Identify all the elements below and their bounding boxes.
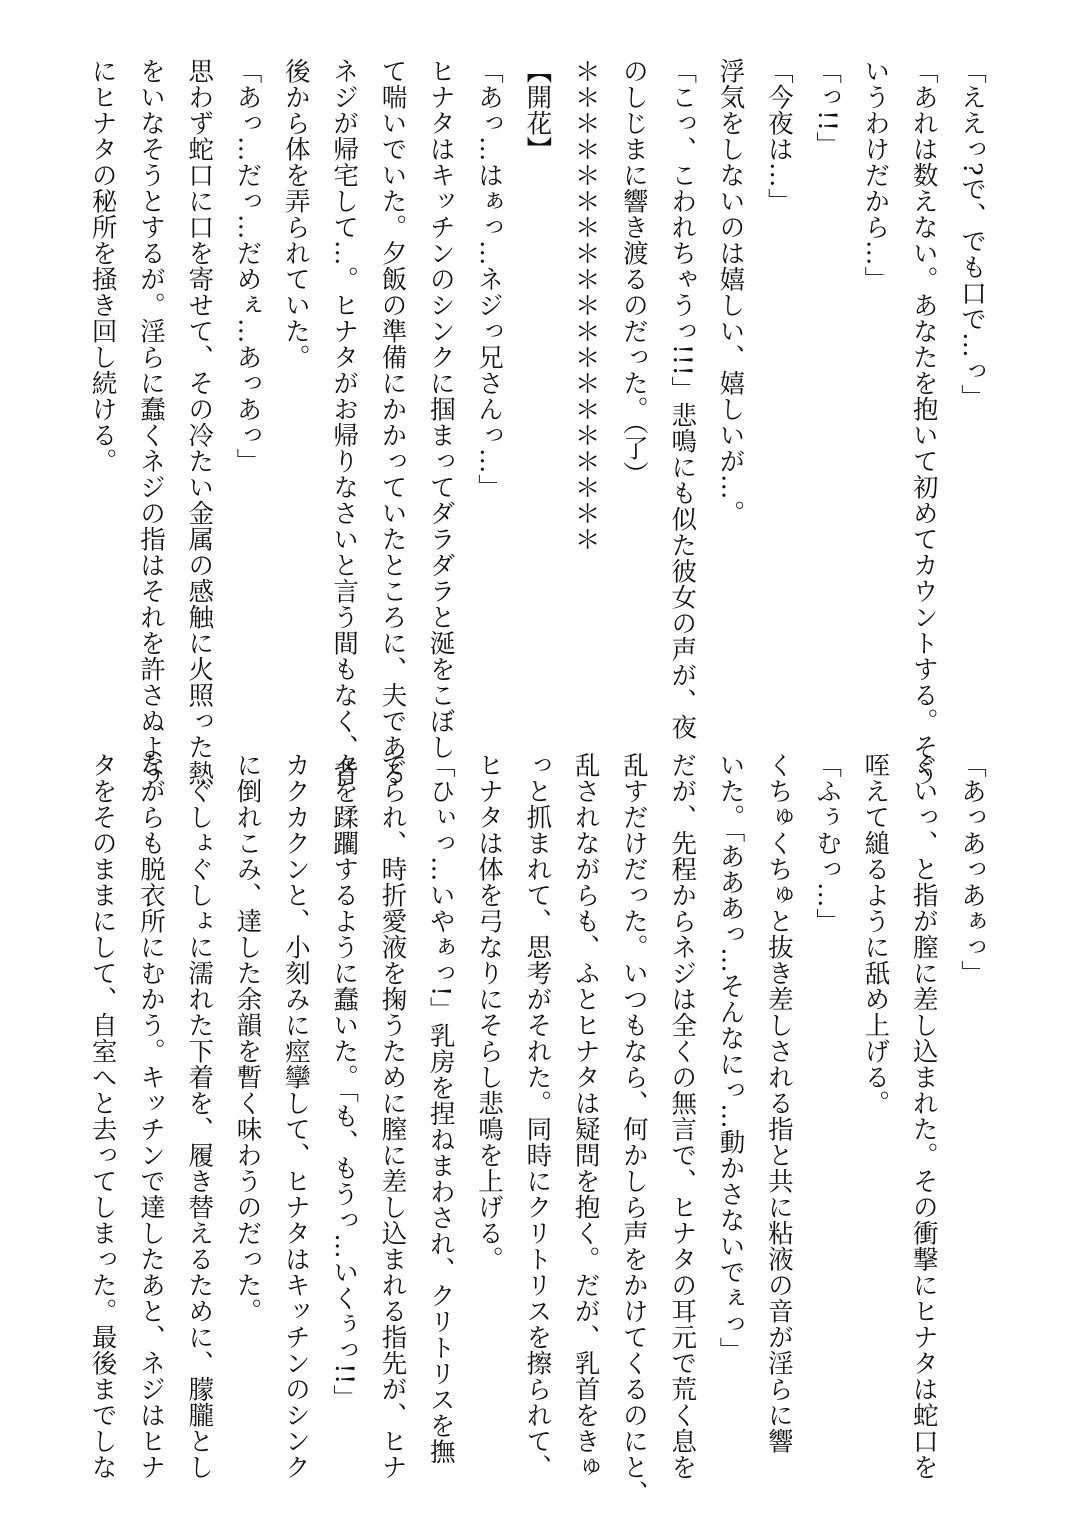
text-column: っと抓まれて、思考がそれた。同時にクリトリスを擦られて、 (522, 752, 553, 1480)
text-column: でられ、時折愛液を掬うために膣に差し込まれる指先が、ヒナ (377, 752, 408, 1480)
text-column: ヒナタはキッチンのシンクに掴まってダラダラと涎をこぼし (425, 58, 456, 760)
text-column: て喘いでいた。夕飯の準備にかかっていたところに、夫である (377, 58, 408, 786)
text-column: ＊＊＊＊＊＊＊＊＊＊＊＊＊＊＊＊＊＊＊ (570, 58, 601, 552)
text-block-top (78, 58, 996, 786)
text-column: 咥えて縋るように舐め上げる。 (860, 752, 891, 1116)
text-column: 後から体を弄られていた。 (280, 58, 311, 370)
text-column: 「ひぃっ…いやぁっ!」乳房を捏ねまわされ、クリトリスを撫 (425, 752, 456, 1465)
text-column: 「っ!!」 (812, 58, 843, 158)
text-column: 浮気をしないのは嬉しい、嬉しいが…。 (715, 58, 746, 526)
text-column: いうわけだから…」 (860, 58, 891, 292)
text-column: タをそのままにして、自室へと去ってしまった。最後までしな (87, 752, 118, 1480)
text-column: ネジが帰宅して…。ヒナタがお帰りなさいと言う間もなく、背 (329, 58, 360, 786)
text-column: カクカクンと、小刻みに痙攣して、ヒナタはキッチンのシンク (280, 752, 311, 1480)
text-column: 乱されながらも、ふとヒナタは疑問を抱く。だが、乳首をきゅ (570, 752, 601, 1480)
text-column: ぐしょぐしょに濡れた下着を、履き替えるために、朦朧とし (184, 752, 215, 1480)
text-column: 「あっ…はぁっ…ネジっ兄さんっ…」 (474, 58, 505, 500)
text-column: だが、先程からネジは全くの無言で、ヒナタの耳元で荒く息を (667, 752, 698, 1480)
text-column: のしじまに響き渡るのだった。（了） (618, 58, 649, 488)
text-column: くちゅくちゅと抜き差しされる指と共に粘液の音が淫らに響 (763, 752, 794, 1454)
text-column: 「ふぅむっ…」 (812, 752, 843, 934)
text-block-bottom (78, 752, 996, 1506)
text-column: 乱すだけだった。いつもなら、何かしら声をかけてくるのにと、 (618, 752, 649, 1506)
text-column: タを蹂躙するように蠢いた。「も、もうっ…いくぅっ!!」 (329, 752, 360, 1411)
text-column: ながらも脱衣所にむかう。キッチンで達したあと、ネジはヒナ (135, 752, 166, 1480)
text-column: にヒナタの秘所を掻き回し続ける。 (87, 58, 118, 474)
text-column: ぐいっ、と指が膣に差し込まれた。その衝撃にヒナタは蛇口を (908, 752, 939, 1480)
text-column: ヒナタは体を弓なりにそらし悲鳴を上げる。 (474, 752, 505, 1272)
text-column: に倒れこみ、達した余韻を暫く味わうのだった。 (232, 752, 263, 1324)
text-column: 「今夜は…」 (763, 58, 794, 214)
text-column: 「あっ…だっ…だめぇ…あっあっ」 (232, 58, 263, 474)
text-column: いた。「あああっ…そんなにっ…動かさないでぇっ」 (715, 752, 746, 1364)
text-column: 「あっあっあぁっ」 (957, 752, 987, 986)
text-column: 【開花】 (522, 58, 553, 162)
text-column: 「あれは数えない。あなたを抱いて初めてカウントする。そう (908, 58, 939, 786)
text-column: 「こっ、こわれちゃうっ!!!」悲鳴にも似た彼女の声が、夜 (667, 58, 698, 741)
text-column: 「ええっ?で、でも口で…っ」 (957, 58, 987, 411)
text-column: 思わず蛇口に口を寄せて、その冷たい金属の感触に火照った熱 (184, 58, 215, 786)
text-column: をいなそうとするが。淫らに蠢くネジの指はそれを許さぬよう (135, 58, 166, 786)
